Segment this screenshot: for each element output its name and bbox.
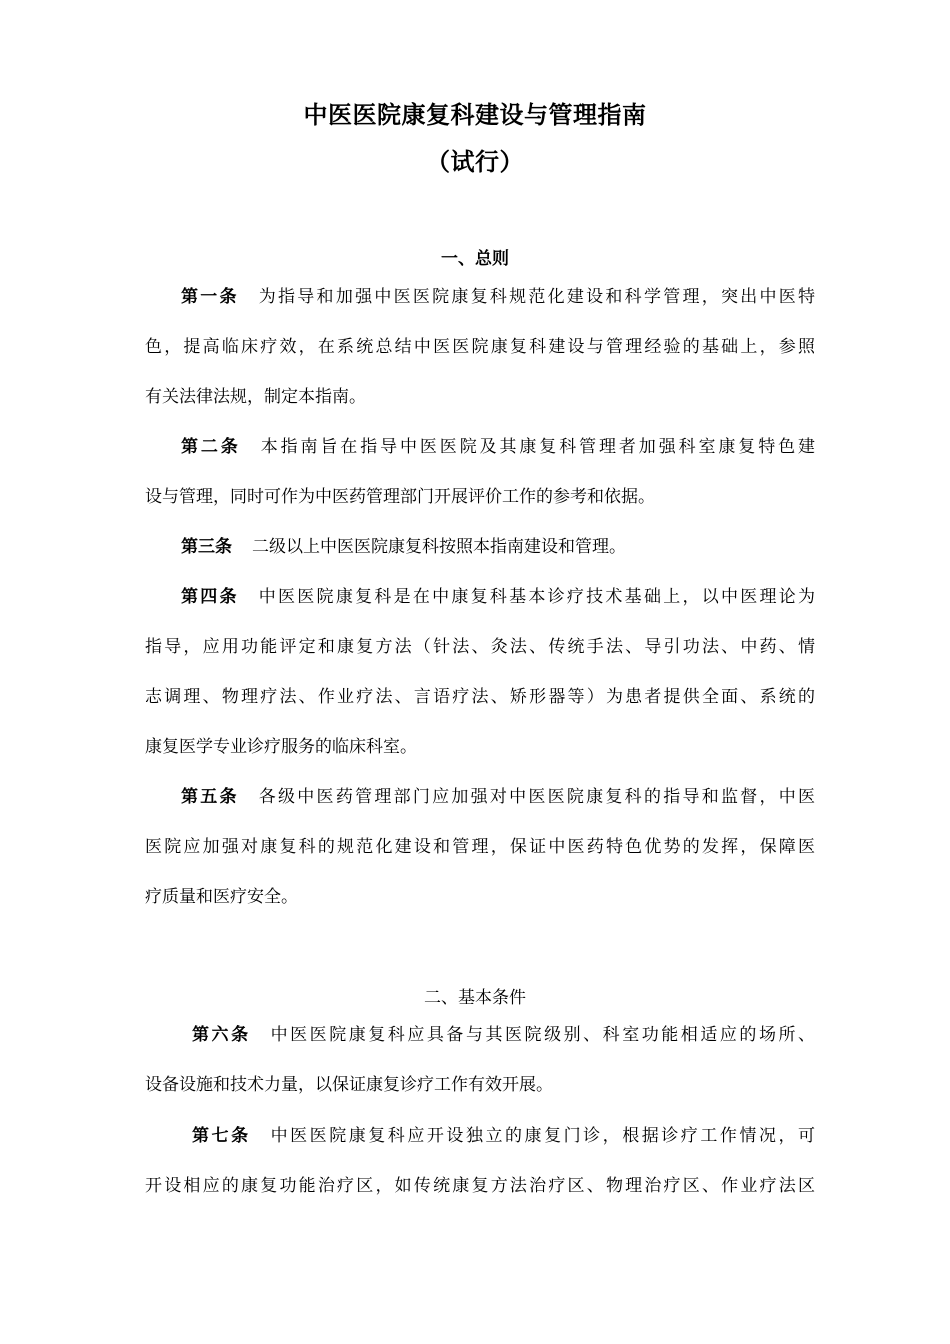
article-4-line-1 [181, 584, 815, 610]
article-label: 第六条 [192, 1025, 251, 1045]
document-subtitle: （试行） [426, 148, 524, 176]
article-4-line-2: 指导，应用功能评定和康复方法（针法、灸法、传统手法、导引功法、中药、情 [145, 637, 815, 657]
article-1-line-1 [181, 284, 815, 310]
article-text: 为指导和加强中医医院康复科规范化建设和科学管理，突出中医特 [258, 287, 816, 307]
article-text: 中医医院康复科应开设独立的康复门诊，根据诊疗工作情况，可 [270, 1126, 816, 1146]
article-7-line-2: 开设相应的康复功能治疗区，如传统康复方法治疗区、物理治疗区、作业疗法区 [145, 1176, 815, 1196]
article-text: 中医医院康复科是在中康复科基本诊疗技术基础上，以中医理论为 [258, 587, 816, 607]
article-label: 第一条 [181, 287, 239, 307]
article-text: 本指南旨在指导中医医院及其康复科管理者加强科室康复特色建 [260, 437, 816, 457]
section-heading-basic-conditions: 二、基本条件 [424, 988, 526, 1008]
article-5-line-1 [181, 784, 815, 810]
article-1-line-2: 色，提高临床疗效，在系统总结中医医院康复科建设与管理经验的基础上，参照 [145, 337, 815, 357]
article-label: 第三条 [181, 537, 232, 557]
article-7-line-1 [192, 1123, 815, 1149]
article-label: 第四条 [181, 587, 239, 607]
section-heading-general: 一、总则 [441, 249, 509, 269]
article-text: 二级以上中医医院康复科按照本指南建设和管理。 [252, 537, 626, 557]
article-3-line-1 [181, 534, 815, 560]
article-label: 第五条 [181, 787, 239, 807]
article-4-line-4: 康复医学专业诊疗服务的临床科室。 [145, 737, 417, 757]
article-6-line-1 [192, 1022, 815, 1048]
article-2-line-1 [181, 434, 815, 460]
article-5-line-2: 医院应加强对康复科的规范化建设和管理，保证中医药特色优势的发挥，保障医 [145, 837, 815, 857]
article-text: 中医医院康复科应具备与其医院级别、科室功能相适应的场所、 [270, 1025, 816, 1045]
article-4-line-3: 志调理、物理疗法、作业疗法、言语疗法、矫形器等）为患者提供全面、系统的 [145, 687, 815, 707]
article-2-line-2: 设与管理，同时可作为中医药管理部门开展评价工作的参考和依据。 [145, 487, 655, 507]
article-text: 各级中医药管理部门应加强对中医医院康复科的指导和监督，中医 [258, 787, 816, 807]
document-title: 中医医院康复科建设与管理指南 [303, 101, 647, 129]
article-1-line-3: 有关法律法规，制定本指南。 [145, 387, 366, 407]
article-label: 第二条 [181, 437, 241, 457]
article-6-line-2: 设备设施和技术力量，以保证康复诊疗工作有效开展。 [145, 1075, 553, 1095]
article-label: 第七条 [192, 1126, 251, 1146]
article-5-line-3: 疗质量和医疗安全。 [145, 887, 298, 907]
